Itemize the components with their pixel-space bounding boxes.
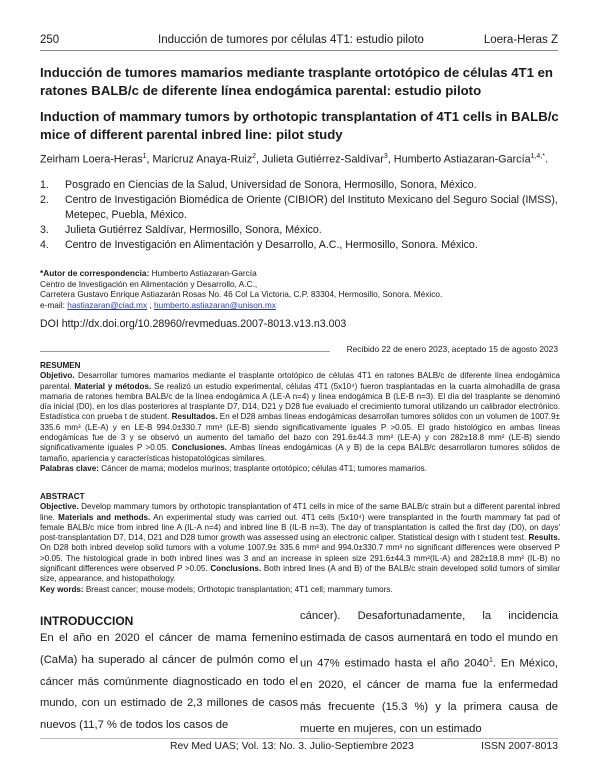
- abstract-keywords: Key words: Breast cancer; mouse models; Orthotopic transplantation; 4T1 cell; mammary tumors.: [40, 584, 393, 594]
- abstract-heading: ABSTRACT: [40, 492, 85, 501]
- header-rule: [40, 50, 558, 51]
- author-name: Maricruz Anaya-Ruiz: [152, 153, 253, 166]
- author-name: Humberto Astiazaran-García: [393, 153, 531, 166]
- author-name: Zeirham Loera-Heras: [40, 153, 143, 166]
- resumen-heading: RESUMEN: [40, 361, 81, 370]
- page-number: 250: [40, 34, 60, 46]
- affiliation-item: 4. Centro de Investigación en Alimentación y Desarrollo, A.C., Hermosillo, Sonora. México.: [40, 239, 478, 251]
- received-date: Recibido 22 de enero 2023, aceptado 15 de agosto 2023: [346, 344, 558, 354]
- correspondence-address: Carretera Gustavo Enrique Astiazarán Rosas No. 46 Col La Victoria, C.P. 83304, Hermosillo, Sonora. México.: [40, 289, 443, 300]
- email-link-ciad[interactable]: hastiazaran@ciad.mx: [67, 299, 148, 310]
- footer-journal: Rev Med UAS; Vol. 13: No. 3. Julio-Septiembre 2023: [170, 741, 414, 752]
- received-rule: [40, 351, 330, 352]
- resumen-keywords: Palabras clave: Cáncer de mama; modelos murinos; trasplante ortotópico; células 4T1; tumores mamarios.: [40, 463, 427, 473]
- email-link-unison[interactable]: humberto.astiazaran@unison.mx: [154, 299, 276, 310]
- abstract-section: ABSTRACT Objective. Develop mammary tumors by orthotopic transplantation of 4T1 cells in mice of the same BALB/c strain but a different parental inbred line. Materials and methods. An experimental study was carried out. 4T1 cells (5x10⁴) were transplanted in the fourth mammary fat pad of female BALB/c mice from inbred line A (IL-A n=4) and inbred line B (IL-B n=3). The day of transplantation is called the first day (D0), on days' post-transplantation D7, D14, D21 and D28 tumor growth was assessed using an electronic caliper. Statistical design with t student test. Results. On D28 both inbred develop solid tumors with a volume 1007.9± 335.6 mm³ and 994.0±330.7 mm³ no significant differences were observed P >0.05. The histological grade in both inbred lines was 3 and an increase in spleen size 291.6±44.3 mm²(IL-A) and 282±18.8 mm² (IL-B) no significant differences were observed P >0.05. Conclusions. Both inbred lines (A and B) of the BALB/c strain developed solid tumors of similar size, appearance, and histopathology. Key words: Breast cancer; mouse models; Orthotopic transplantation; 4T1 cell; mammary tumors.: [40, 492, 561, 594]
- affiliation-item: 2. Centro de Investigación Biomédica de Oriente (CIBIOR) del Instituto Mexicano del Seguro Social (IMSS), Metepec, Puebla, México.: [40, 194, 558, 221]
- resumen-section: RESUMEN Objetivo. Desarrollar tumores mamarios mediante el trasplante ortotópico de células 4T1 en ratones BALB/c de diferente línea endogámica parental. Material y métodos. Se realizó un estudio experimental, células 4T1 (5x10⁴) fueron trasplantadas en la cuarta almohadilla de grasa mamaria de ratones hembra BALB/c de la línea endogámica A (LE-A n=4) y línea endogámica B (LE-B n=3). El día del trasplante se denominó día inicial (D0), en los días posteriores al trasplante D7, D14, D21 y D28 fue evaluado el crecimiento tumoral utilizando un calibrador electrónico. Estadística con prueba t de student. Resultados. En el D28 ambas líneas endogámicas desarrollan tumores sólidos con un volumen de 1007.9± 335.6 mm³ (LE-A) y en LE-B 994.0±330.7 mm³ (LE-B) siendo significativamente iguales P >0.05. El grado histológico en ambas líneas endogámicas fue de 3 y se observó un aumento del tamaño del bazo con 291.6±44.3 mm² (LE-A) y con 282±18.8 mm² (LE-B) siendo significativamente iguales P >0.05. Conclusiones. Ambas líneas endogámicas (A y B) de la cepa BALB/c desarrollaron tumores sólidos de tamaño, apariencia y características histopatológicas similares. Palabras clave: Cáncer de mama; modelos murinos; trasplante ortotópico; células 4T1; tumores mamarios.: [40, 361, 560, 473]
- affiliation-item: 1. Posgrado en Ciencias de la Salud, Universidad de Sonora, Hermosillo, Sonora, México.: [40, 179, 477, 191]
- introduction-heading: INTRODUCCION: [40, 614, 134, 628]
- affiliation-item: 3. Julieta Gutiérrez Saldívar, Hermosillo, Sonora, México.: [40, 224, 322, 236]
- author-name: Julieta Gutiérrez-Saldívar: [262, 153, 384, 166]
- introduction-column-left: En el año en 2020 el cáncer de mama femenino (CaMa) ha superado al cáncer de pulmón como el cáncer más comúnmente diagnosticado en todo el mundo, con un estimado de 2,3 millones de casos nuevos (11,7 % de todos los casos de: [40, 632, 298, 732]
- footer-issn: ISSN 2007-8013: [481, 741, 558, 752]
- doi-link[interactable]: DOI http://dx.doi.org/10.28960/revmeduas.2007-8013.v13.n3.003: [40, 318, 347, 330]
- correspondence-institution: Centro de Investigación en Alimentación y Desarrollo, A.C.,: [40, 278, 258, 289]
- author-list: Zeirham Loera-Heras$^1$, Maricruz Anaya-Ruiz$^2$, Julieta Gutiérrez-Saldívar$^3$, Humberto Astiazaran-García$^{1,4,*}$.: [40, 153, 548, 166]
- title-english: Induction of mammary tumors by orthotopic transplantation of 4T1 cells in BALB/c mice of different parental inbred line: pilot study: [40, 109, 559, 142]
- footer-rule: [40, 738, 558, 739]
- author-affil-ref: 1: [142, 153, 147, 160]
- correspondence-label: *Autor de correspondencia:: [40, 268, 150, 278]
- author-affil-ref: 2: [252, 153, 257, 160]
- running-title: Inducción de tumores por células 4T1: estudio piloto: [158, 34, 424, 46]
- title-spanish: Inducción de tumores mamarios mediante trasplante ortotópico de células 4T1 en ratones BALB/c de diferente línea endogámica parental: estudio piloto: [40, 65, 553, 98]
- correspondence-name: Humberto Astiazaran-García: [149, 268, 257, 278]
- citation-ref[interactable]: 1: [489, 656, 493, 664]
- correspondence-block: *Autor de correspondencia: Humberto Astiazaran-García Centro de Investigación en Alimentación y Desarrollo, A.C., Carretera Gustavo Enrique Astiazarán Rosas No. 46 Col La Victoria, C.P. 83304, Hermosillo, Sonora. México. e-mail: hastiazaran@ciad.mx , humberto.astiazaran@unison.mx: [40, 268, 560, 310]
- author-affil-ref: 3: [383, 153, 388, 160]
- affiliation-list: [40, 178, 560, 253]
- running-author: Loera-Heras Z: [483, 34, 558, 46]
- author-affil-ref: 1,4,*: [530, 153, 545, 160]
- introduction-column-right: cáncer). Desafortunadamente, la incidencia estimada de casos aumentará en todo el mundo en un 47% estimado hasta el año 2040$^1$. En México, en 2020, el cáncer de mama fue la enfermedad más frecuente (15.3 %) y la primera causa de muerte en mujeres, con un estimado: [300, 610, 558, 735]
